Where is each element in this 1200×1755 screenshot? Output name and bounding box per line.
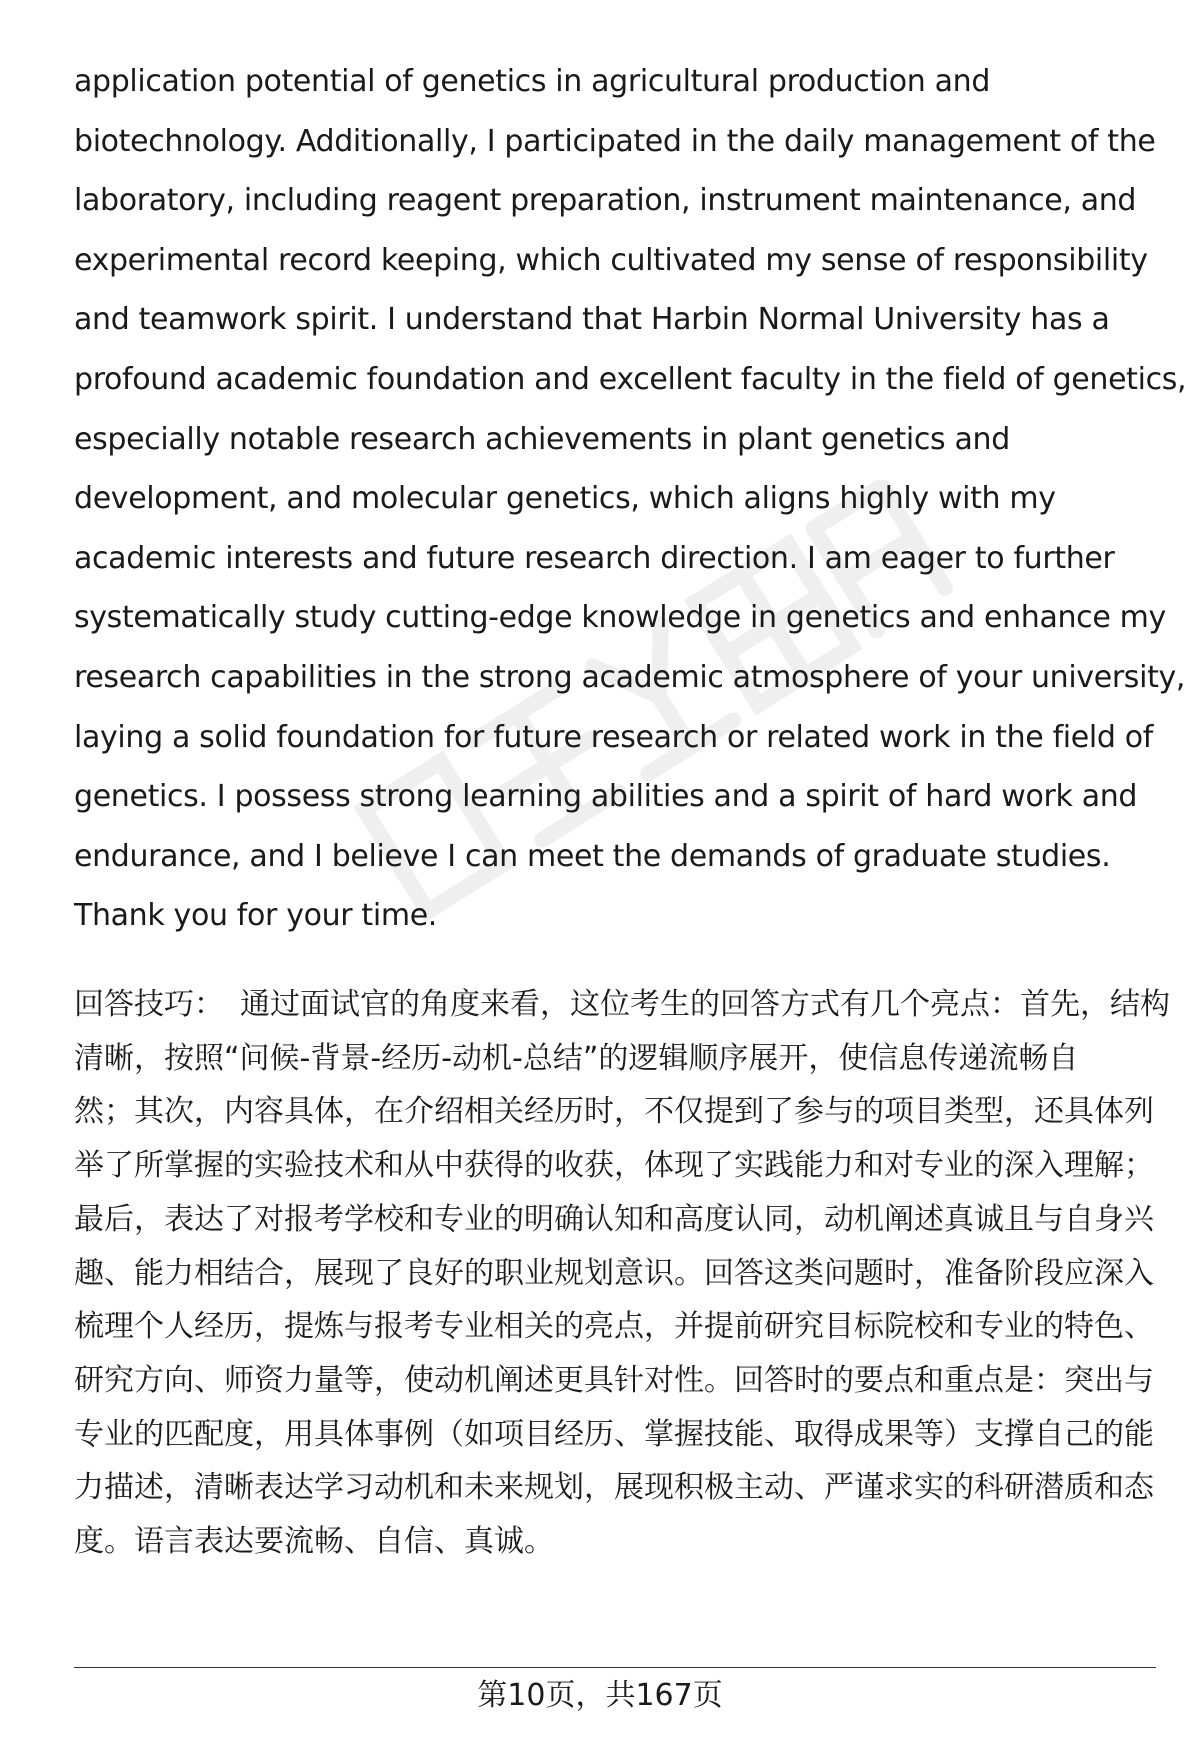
text-line: 然；其次，内容具体，在介绍相关经历时，不仅提到了参与的项目类型，还具体列 — [74, 1094, 1154, 1130]
text-line: especially notable research achievements in plant genetics and — [74, 421, 1010, 457]
text-line: 梳理个人经历，提炼与报考专业相关的亮点，并提前研究目标院校和专业的特色、 — [74, 1309, 1154, 1345]
text-line: genetics. I possess strong learning abilities and a spirit of hard work and — [74, 779, 1138, 815]
text-line: 力描述，清晰表达学习动机和未来规划，展现积极主动、严谨求实的科研潜质和态 — [74, 1470, 1154, 1506]
text-line: research capabilities in the strong academic atmosphere of your university, — [74, 659, 1186, 695]
page-number: 第10页，共167页 — [477, 1678, 723, 1713]
text-line: endurance, and I believe I can meet the demands of graduate studies. — [74, 838, 1111, 874]
text-line: 专业的匹配度，用具体事例（如项目经历、掌握技能、取得成果等）支撑自己的能 — [74, 1416, 1154, 1452]
text-line: Thank you for your time. — [74, 898, 437, 934]
text-line: systematically study cutting-edge knowledge in genetics and enhance my — [74, 600, 1166, 636]
text-line: application potential of genetics in agricultural production and — [74, 64, 991, 99]
answer-tips-section — [74, 978, 1170, 1569]
text-line: laying a solid foundation for future research or related work in the field of — [74, 719, 1153, 755]
text-line: 清晰，按照“问候-背景-经历-动机-总结”的逻辑顺序展开，使信息传递流畅自 — [74, 1040, 1079, 1076]
text-line: development, and molecular genetics, which aligns highly with my — [74, 481, 1056, 517]
tips-label: 回答技巧： — [74, 987, 224, 1022]
text-line: academic interests and future research direction. I am eager to further — [74, 540, 1115, 576]
text-line: and teamwork spirit. I understand that Harbin Normal University has a — [74, 302, 1110, 338]
text-line: 研究方向、师资力量等，使动机阐述更具针对性。回答时的要点和重点是：突出与 — [74, 1362, 1154, 1398]
text-line: laboratory, including reagent preparation, instrument maintenance, and — [74, 183, 1137, 219]
text-line: 度。语言表达要流畅、自信、真诚。 — [74, 1524, 554, 1560]
english-answer-text — [74, 52, 1187, 946]
text-line: 举了所掌握的实验技术和从中获得的收获，体现了实践能力和对专业的深入理解； — [74, 1148, 1154, 1184]
text-line: 趣、能力相结合，展现了良好的职业规划意识。回答这类问题时，准备阶段应深入 — [74, 1255, 1154, 1291]
tips-first-line-text: 通过面试官的角度来看，这位考生的回答方式有几个亮点：首先，结构 — [240, 987, 1170, 1022]
text-line: profound academic foundation and excellent faculty in the field of genetics, — [74, 361, 1187, 397]
text-line: 最后，表达了对报考学校和专业的明确认知和高度认同，动机阐述真诚且与自身兴 — [74, 1201, 1154, 1237]
tips-first-line — [74, 978, 1170, 1032]
text-line: biotechnology. Additionally, I participated in the daily management of the — [74, 123, 1156, 159]
text-line: experimental record keeping, which cultivated my sense of responsibility — [74, 242, 1148, 278]
footer-divider — [74, 1667, 1156, 1668]
